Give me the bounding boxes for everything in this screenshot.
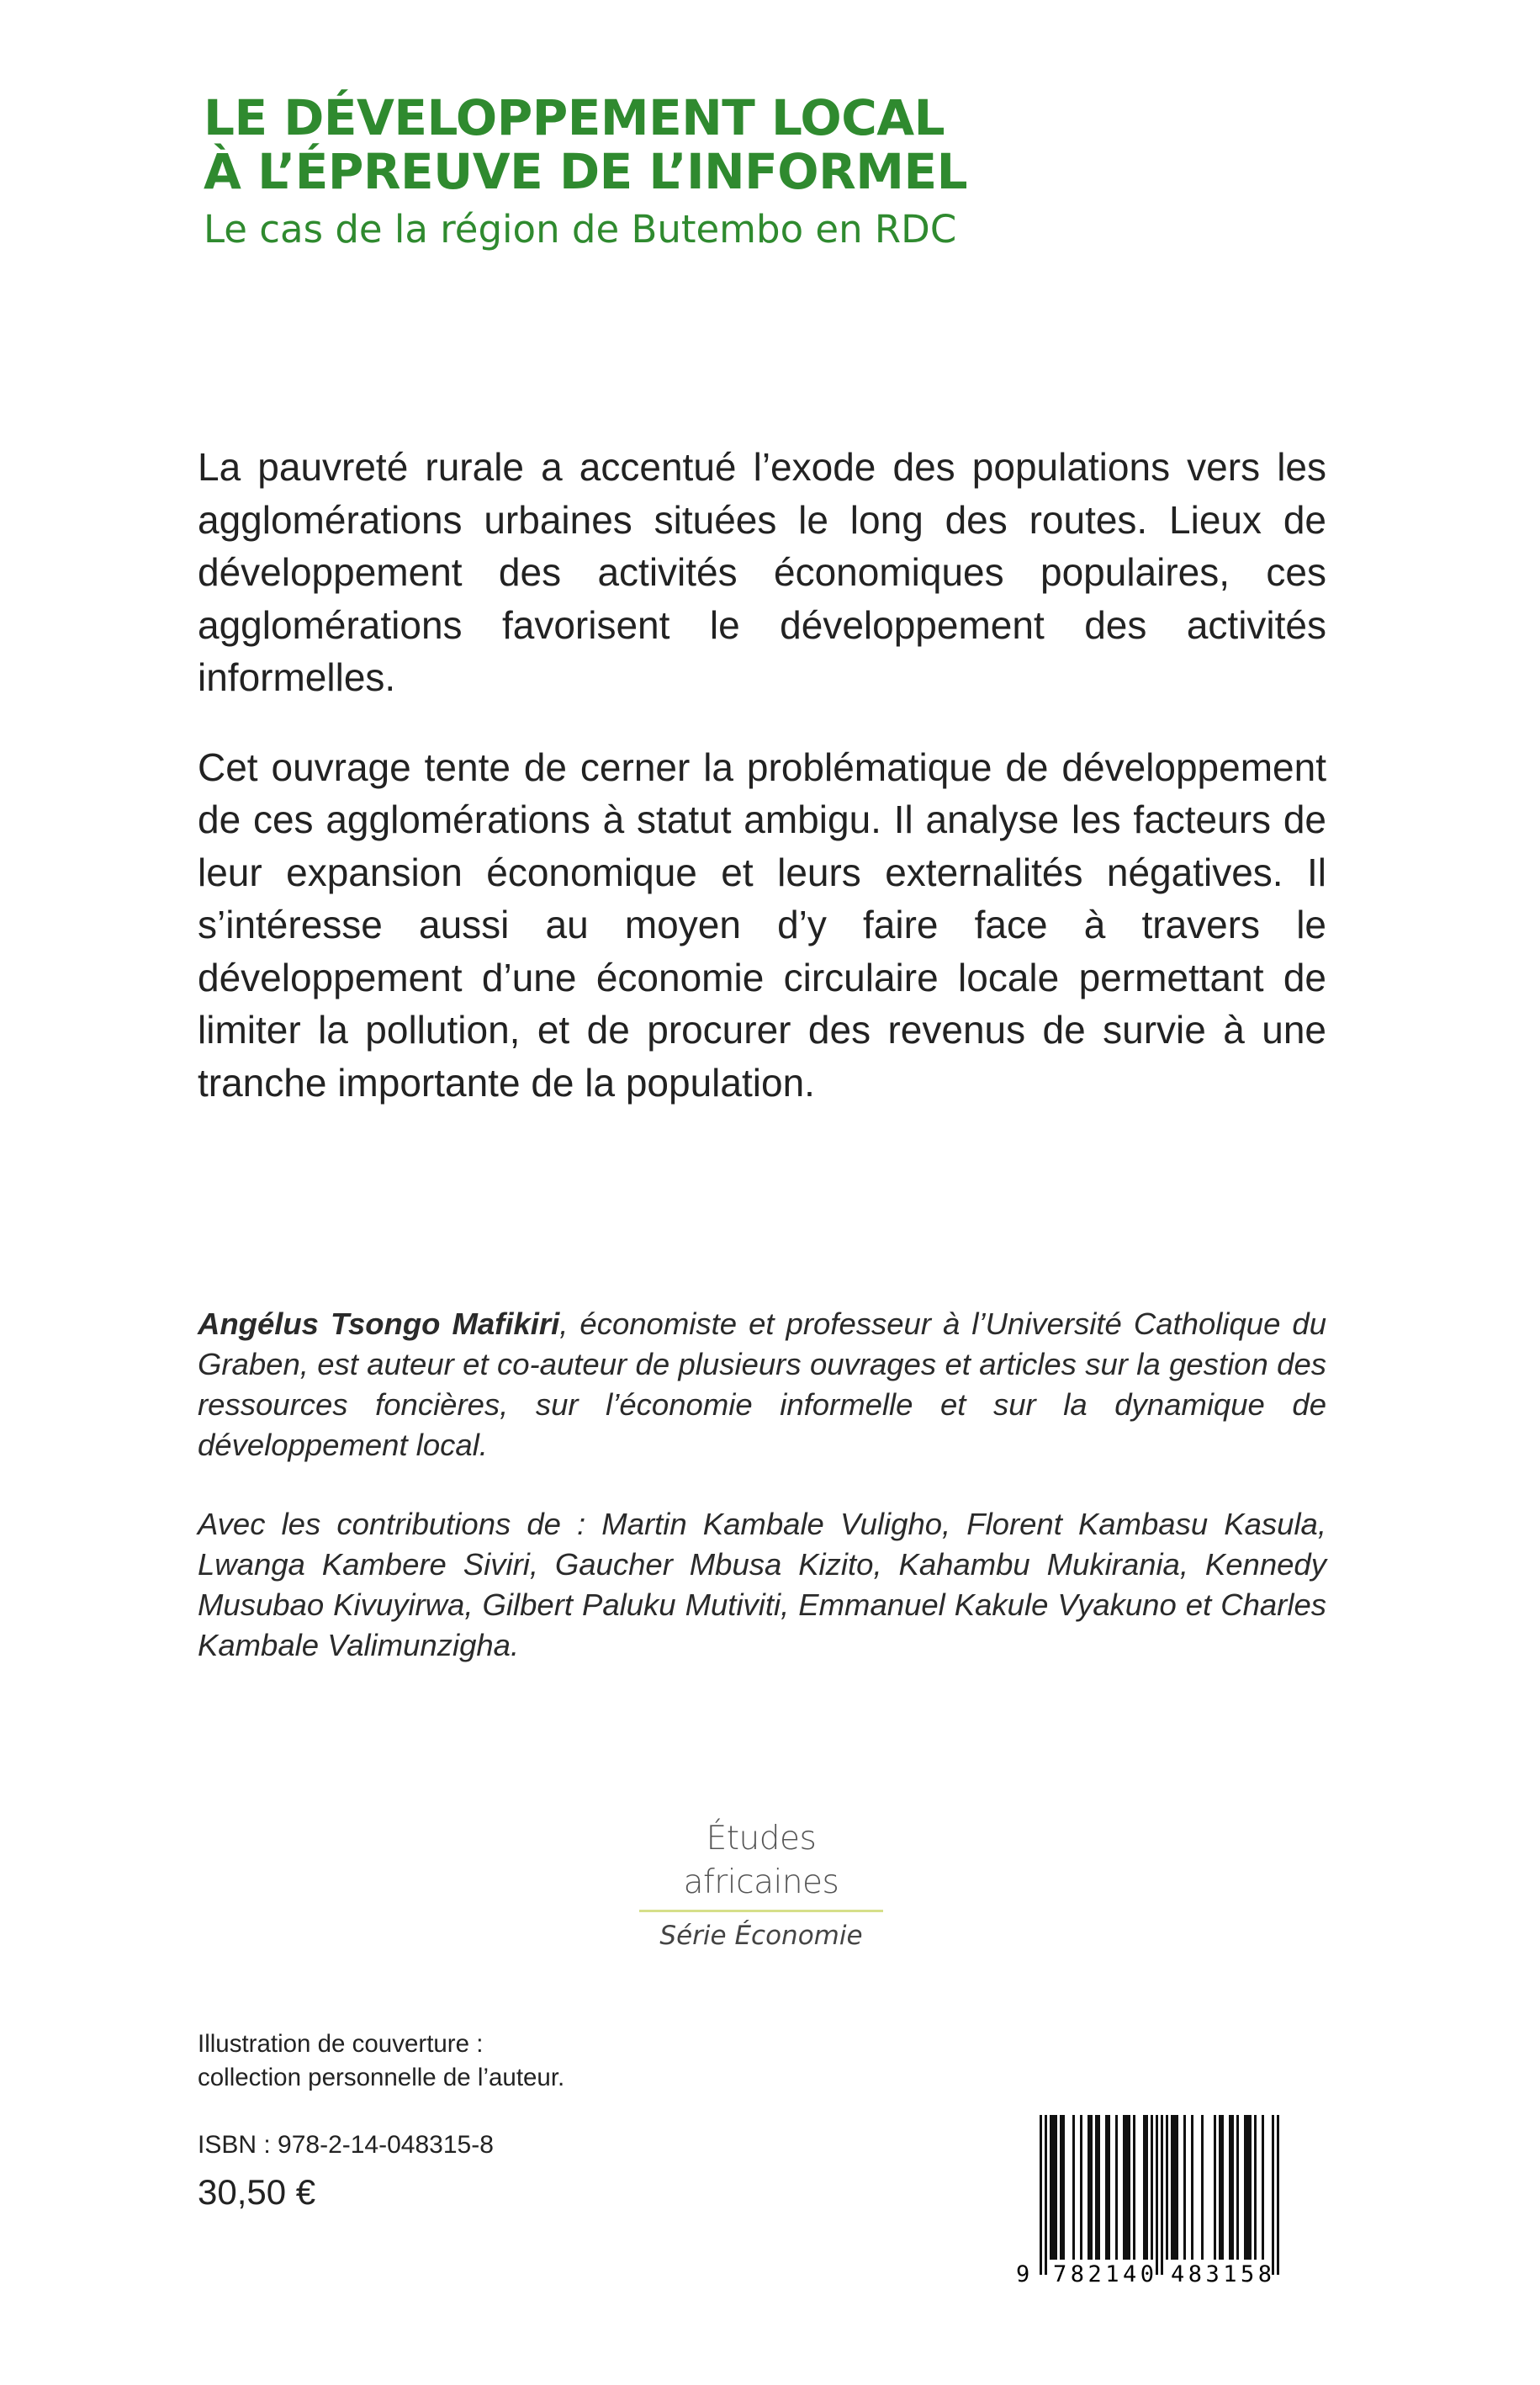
- barcode-bar: [1143, 2115, 1146, 2260]
- illustration-credit: [198, 2027, 564, 2095]
- title-block: [204, 91, 1381, 256]
- price: 30,50 €: [198, 2172, 316, 2212]
- barcode-bar: [1060, 2115, 1062, 2260]
- barcode-bar: [1244, 2115, 1246, 2260]
- barcode-bar: [1166, 2115, 1168, 2260]
- barcode-bar: [1055, 2115, 1057, 2260]
- author-block: [198, 1304, 1326, 1704]
- barcode-bar: [1151, 2115, 1153, 2260]
- barcode-bar: [1052, 2115, 1055, 2260]
- barcode-bar: [1108, 2115, 1110, 2260]
- barcode-bar: [1098, 2115, 1100, 2260]
- barcode-bar: [1133, 2115, 1135, 2260]
- barcode-bars: [1040, 2115, 1279, 2275]
- barcode-bar: [1221, 2115, 1224, 2260]
- barcode-bar: [1171, 2115, 1173, 2260]
- illustration-credit-line-1: Illustration de couverture :: [198, 2030, 484, 2058]
- series-subseries: Série Économie: [659, 1921, 863, 1951]
- series-divider: [639, 1910, 883, 1912]
- illustration-credit-line-2: collection personnelle de l’auteur.: [198, 2064, 565, 2091]
- barcode-bar: [1231, 2115, 1234, 2260]
- book-title-line-2: À L’ÉPREUVE DE L’INFORMEL: [204, 143, 968, 200]
- barcode-bar: [1176, 2115, 1178, 2260]
- barcode-bar: [1219, 2115, 1221, 2260]
- barcode-bar: [1090, 2115, 1093, 2260]
- barcode-bar: [1214, 2115, 1216, 2260]
- book-title-line-1: LE DÉVELOPPEMENT LOCAL: [204, 89, 945, 146]
- back-cover-summary: [198, 441, 1326, 1146]
- barcode-bar: [1072, 2115, 1075, 2260]
- barcode-bar: [1201, 2115, 1204, 2260]
- barcode-bar: [1191, 2115, 1193, 2260]
- series-name: Études africaines: [683, 1820, 839, 1901]
- barcode-bar: [1173, 2115, 1176, 2260]
- barcode-bar: [1229, 2115, 1231, 2260]
- barcode-bar: [1095, 2115, 1098, 2260]
- summary-paragraph-2: Cet ouvrage tente de cerner la problématique de développement de ces agglomérations à statut ambigu. Il analyse les facteurs de leur expansion économique et leurs externalités négatives. Il s’intéresse aussi au moyen d’y faire face à travers le développement d’une économie circulaire locale permettant de limiter la pollution, et de procurer des revenus de survie à une tranche importante de la population.: [198, 745, 1326, 1105]
- barcode-bar: [1236, 2115, 1239, 2260]
- barcode-right-digits: 483158: [1171, 2261, 1272, 2287]
- author-bio-text: , économiste et professeur à l’Université Catholique du Graben, est auteur et co-auteur de plusieurs ouvrages et articles sur la gestion des ressources foncières, sur l’économie informelle et sur la dynamique de développement local.: [198, 1306, 1326, 1462]
- barcode-bar: [1123, 2115, 1125, 2260]
- barcode-bar: [1246, 2115, 1249, 2260]
- barcode-left-digits: 782140: [1053, 2261, 1154, 2287]
- series-logo: [627, 1817, 896, 1953]
- barcode-bar: [1088, 2115, 1090, 2260]
- author-bio: [198, 1304, 1326, 1465]
- barcode-bar: [1272, 2115, 1274, 2275]
- isbn: ISBN : 978-2-14-048315-8: [198, 2131, 494, 2159]
- barcode-bar: [1128, 2115, 1130, 2260]
- barcode-bar: [1156, 2115, 1158, 2275]
- barcode-bar: [1125, 2115, 1128, 2260]
- book-subtitle: Le cas de la région de Butembo en RDC: [204, 207, 957, 252]
- barcode-bar: [1249, 2115, 1252, 2260]
- contributors: Avec les contributions de : Martin Kambale Vuligho, Florent Kambasu Kasula, Lwanga Kambere Siviri, Gaucher Mbusa Kizito, Kahambu Mukirania, Kennedy Musubao Kivuyirwa, Gilbert Paluku Mutiviti, Emmanuel Kakule Vyakuno et Charles Kambale Valimunzigha.: [198, 1507, 1326, 1662]
- barcode-bar: [1146, 2115, 1148, 2260]
- barcode-bar: [1262, 2115, 1264, 2260]
- summary-paragraph-1: La pauvreté rurale a accentué l’exode des populations vers les agglomérations urbaines situées le long des routes. Lieux de développement des activités économiques populaires, ces agglomérations favorisent le développement des activités informelles.: [198, 445, 1326, 699]
- barcode-bar: [1115, 2115, 1118, 2260]
- barcode-bar: [1183, 2115, 1186, 2260]
- barcode: [1009, 2112, 1304, 2288]
- barcode-bar: [1045, 2115, 1047, 2275]
- barcode-bar: [1040, 2115, 1042, 2275]
- barcode-bar: [1080, 2115, 1082, 2260]
- barcode-bar: [1105, 2115, 1108, 2260]
- barcode-graphic: [1009, 2112, 1304, 2288]
- barcode-bar: [1161, 2115, 1163, 2275]
- barcode-bar: [1050, 2115, 1052, 2260]
- barcode-bar: [1062, 2115, 1065, 2260]
- barcode-bar: [1254, 2115, 1257, 2260]
- barcode-bar: [1277, 2115, 1279, 2275]
- barcode-lead-digit: 9: [1016, 2261, 1030, 2287]
- author-name: Angélus Tsongo Mafikiri: [198, 1306, 560, 1341]
